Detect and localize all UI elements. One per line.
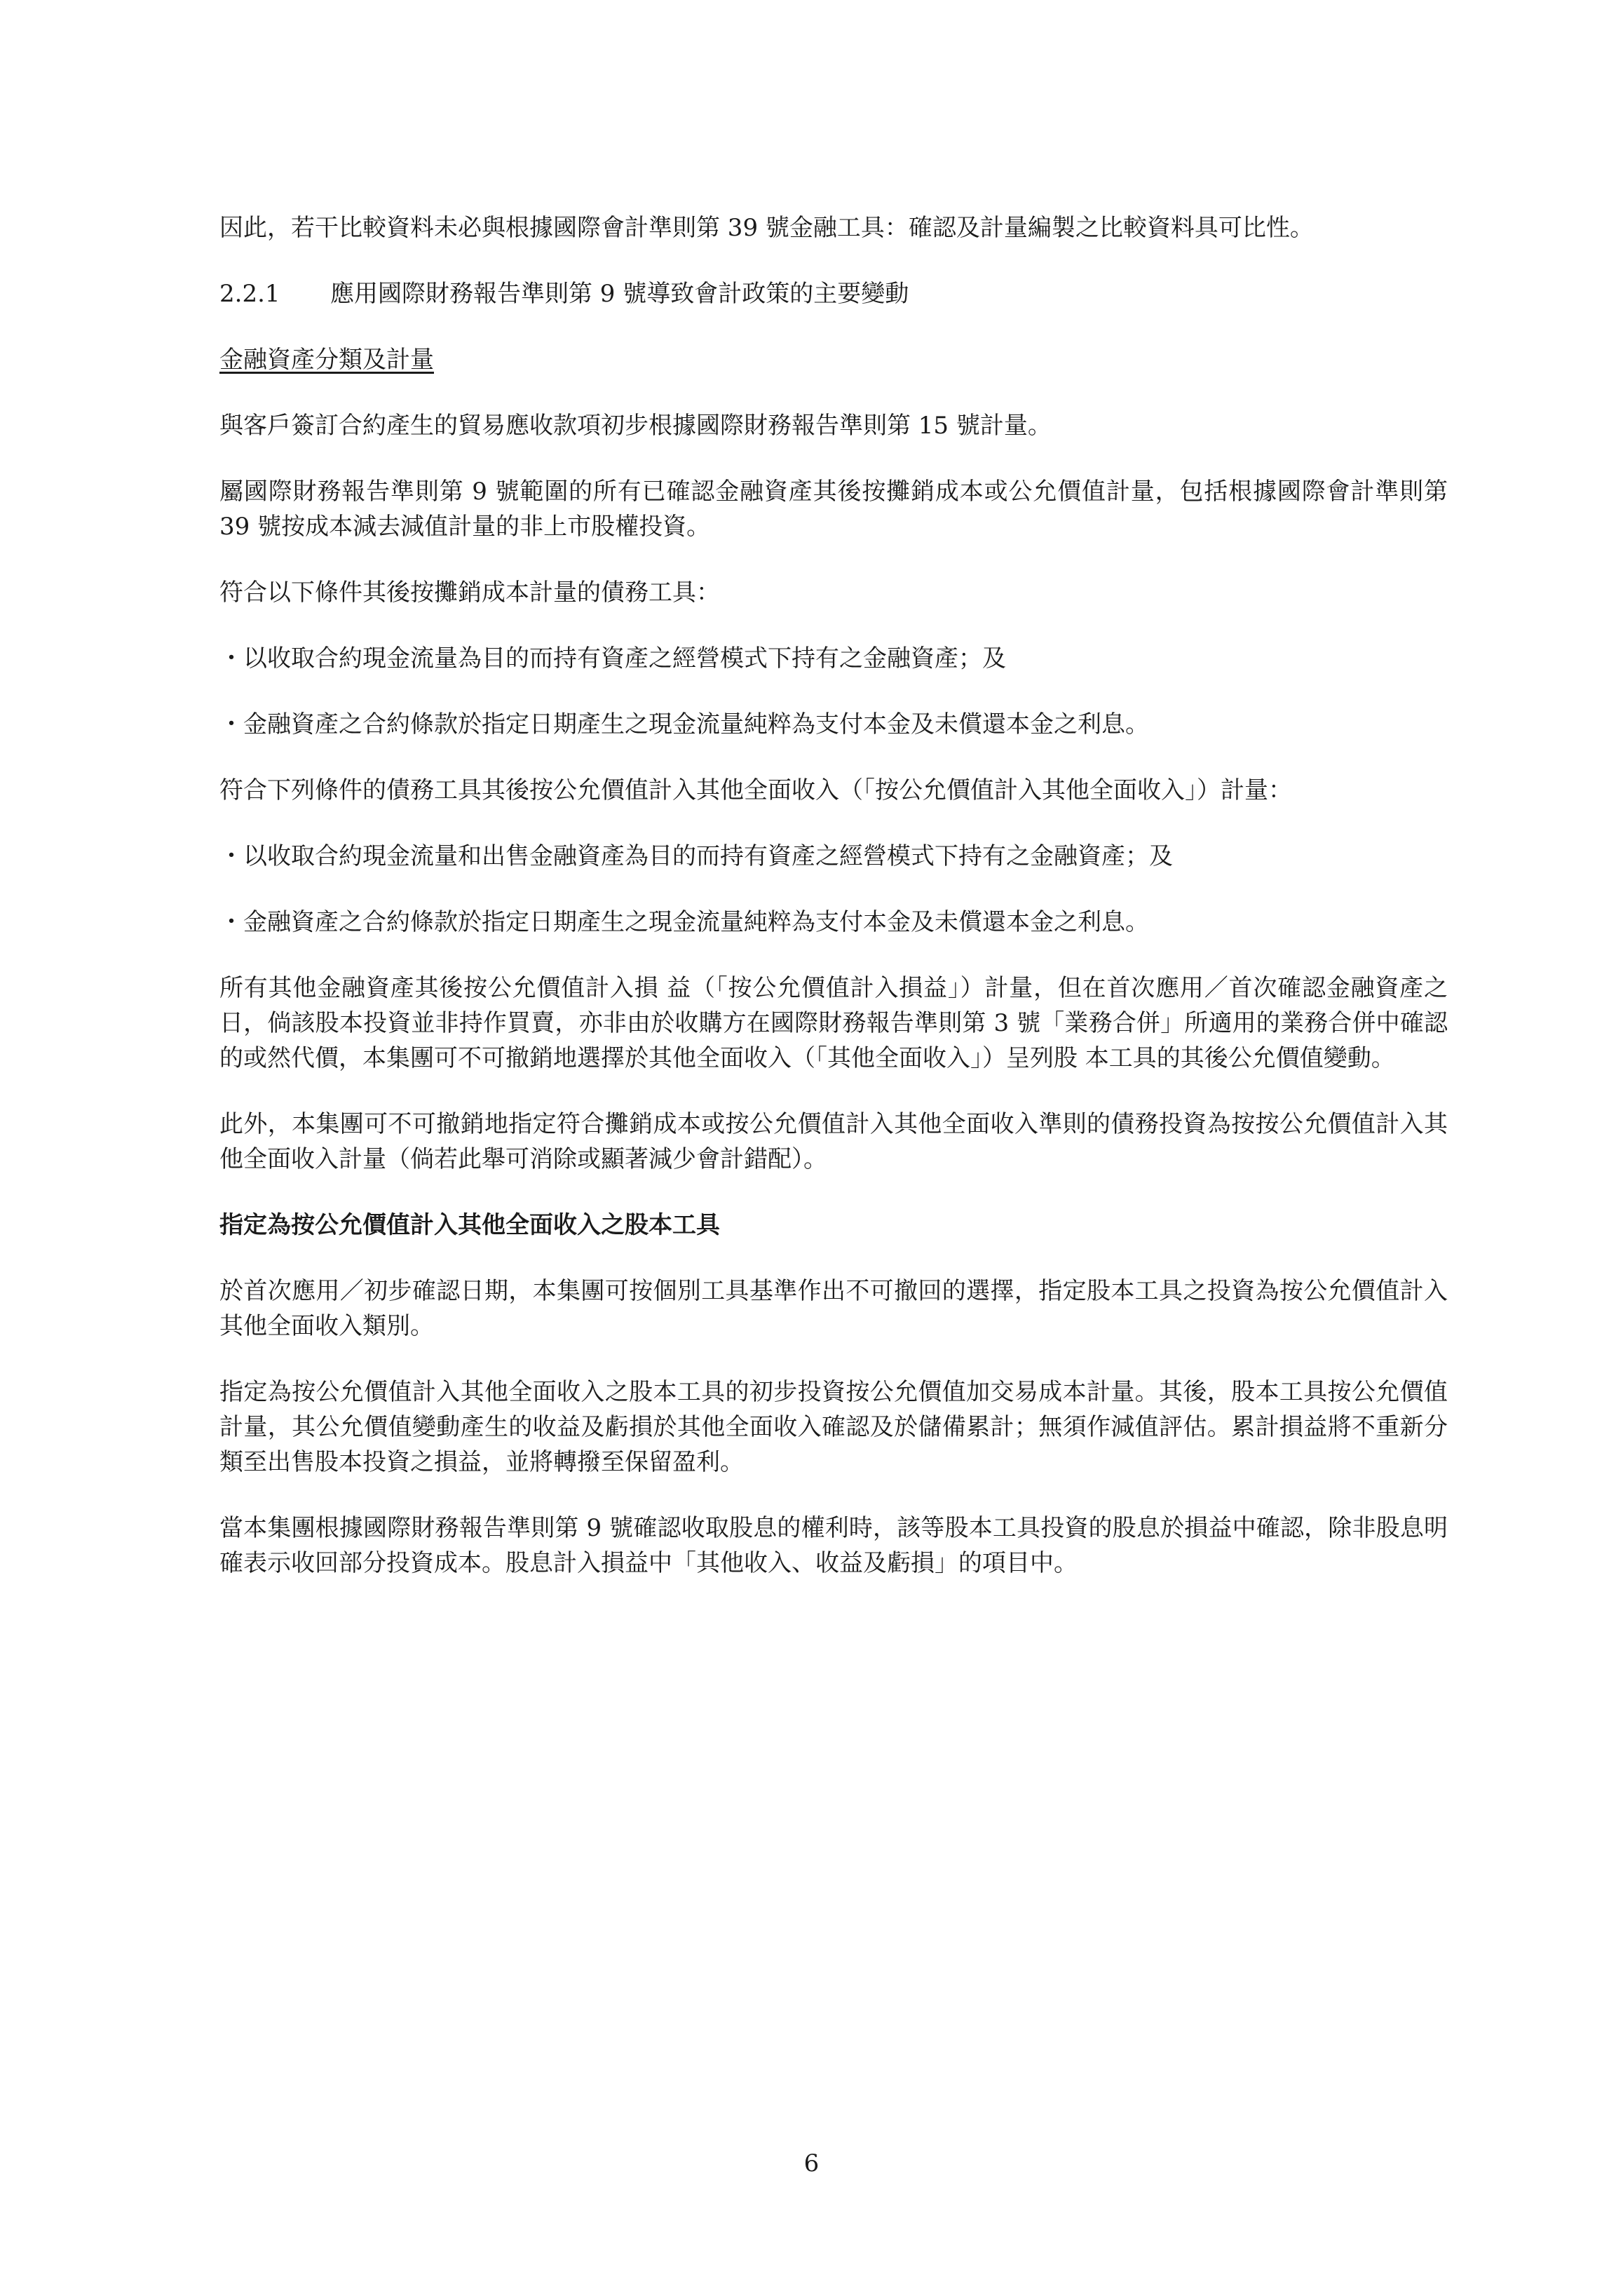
paragraph-amortised-cost-intro: 符合以下條件其後按攤銷成本計量的債務工具： (219, 579, 720, 607)
document-page (219, 210, 1448, 1612)
bullet-amortised-cost-1: ・以收取合約現金流量為目的而持有資產之經營模式下持有之金融資產；及 (219, 644, 1006, 673)
paragraph-fvtpl: 所有其他金融資產其後按公允價值計入損 益（「按公允價值計入損益」）計量，但在首次應用／首次確認金融資產之日，倘該股本投資並非持作買賣，亦非由於收購方在國際財務報告準則第 3 號「業務合併」所適用的業務合併中確認的或然代價，本集團可不可撤銷地選擇於其他全面收入（「其他全面收入」）呈列股 本工具的其後公允價值變動。 (219, 974, 1448, 1072)
subheading-equity-fvtoci: 指定為按公允價值計入其他全面收入之股本工具 (219, 1211, 720, 1239)
paragraph-comparative-info: 因此，若干比較資料未必與根據國際會計準則第 39 號金融工具：確認及計量編製之比較資料具可比性。 (219, 214, 1314, 242)
section-title: 應用國際財務報告準則第 9 號導致會計政策的主要變動 (330, 280, 909, 308)
bullet-fvtoci-1: ・以收取合約現金流量和出售金融資產為目的而持有資產之經營模式下持有之金融資產；及 (219, 842, 1173, 870)
paragraph-trade-receivables: 與客戶簽訂合約產生的貿易應收款項初步根據國際財務報告準則第 15 號計量。 (219, 412, 1052, 440)
paragraph-initial-election: 於首次應用／初步確認日期，本集團可按個別工具基準作出不可撤回的選擇，指定股本工具之投資為按公允價值計入其他全面收入類別。 (219, 1277, 1448, 1340)
section-number: 2.2.1 (219, 280, 280, 308)
paragraph-designation: 此外，本集團可不可撤銷地指定符合攤銷成本或按公允價值計入其他全面收入準則的債務投資為按按公允價值計入其他全面收入計量（倘若此舉可消除或顯著減少會計錯配）。 (219, 1110, 1448, 1173)
subheading-classification-text: 金融資產分類及計量 (219, 346, 434, 374)
paragraph-financial-assets-scope: 屬國際財務報告準則第 9 號範圍的所有已確認金融資產其後按攤銷成本或公允價值計量，包括根據國際會計準則第 39 號按成本減去減值計量的非上市股權投資。 (219, 478, 1448, 541)
paragraph-dividends: 當本集團根據國際財務報告準則第 9 號確認收取股息的權利時，該等股本工具投資的股息於損益中確認，除非股息明確表示收回部分投資成本。股息計入損益中「其他收入、收益及虧損」的項目中。 (219, 1514, 1448, 1577)
bullet-amortised-cost-2: ・金融資產之合約條款於指定日期產生之現金流量純粹為支付本金及未償還本金之利息。 (219, 710, 1149, 738)
subheading-classification (219, 342, 1448, 377)
paragraph-fvtoci-intro: 符合下列條件的債務工具其後按公允價值計入其他全面收入（「按公允價值計入其他全面收入」）計量： (219, 776, 1292, 804)
paragraph-equity-measurement: 指定為按公允價值計入其他全面收入之股本工具的初步投資按公允價值加交易成本計量。其後，股本工具按公允價值計量，其公允價值變動產生的收益及虧損於其他全面收入確認及於儲備累計；無須作減值評估。累計損益將不重新分類至出售股本投資之損益，並將轉撥至保留盈利。 (219, 1378, 1448, 1476)
bullet-fvtoci-2: ・金融資產之合約條款於指定日期產生之現金流量純粹為支付本金及未償還本金之利息。 (219, 908, 1149, 936)
section-heading (219, 276, 1448, 311)
page-number: 6 (803, 2149, 820, 2177)
